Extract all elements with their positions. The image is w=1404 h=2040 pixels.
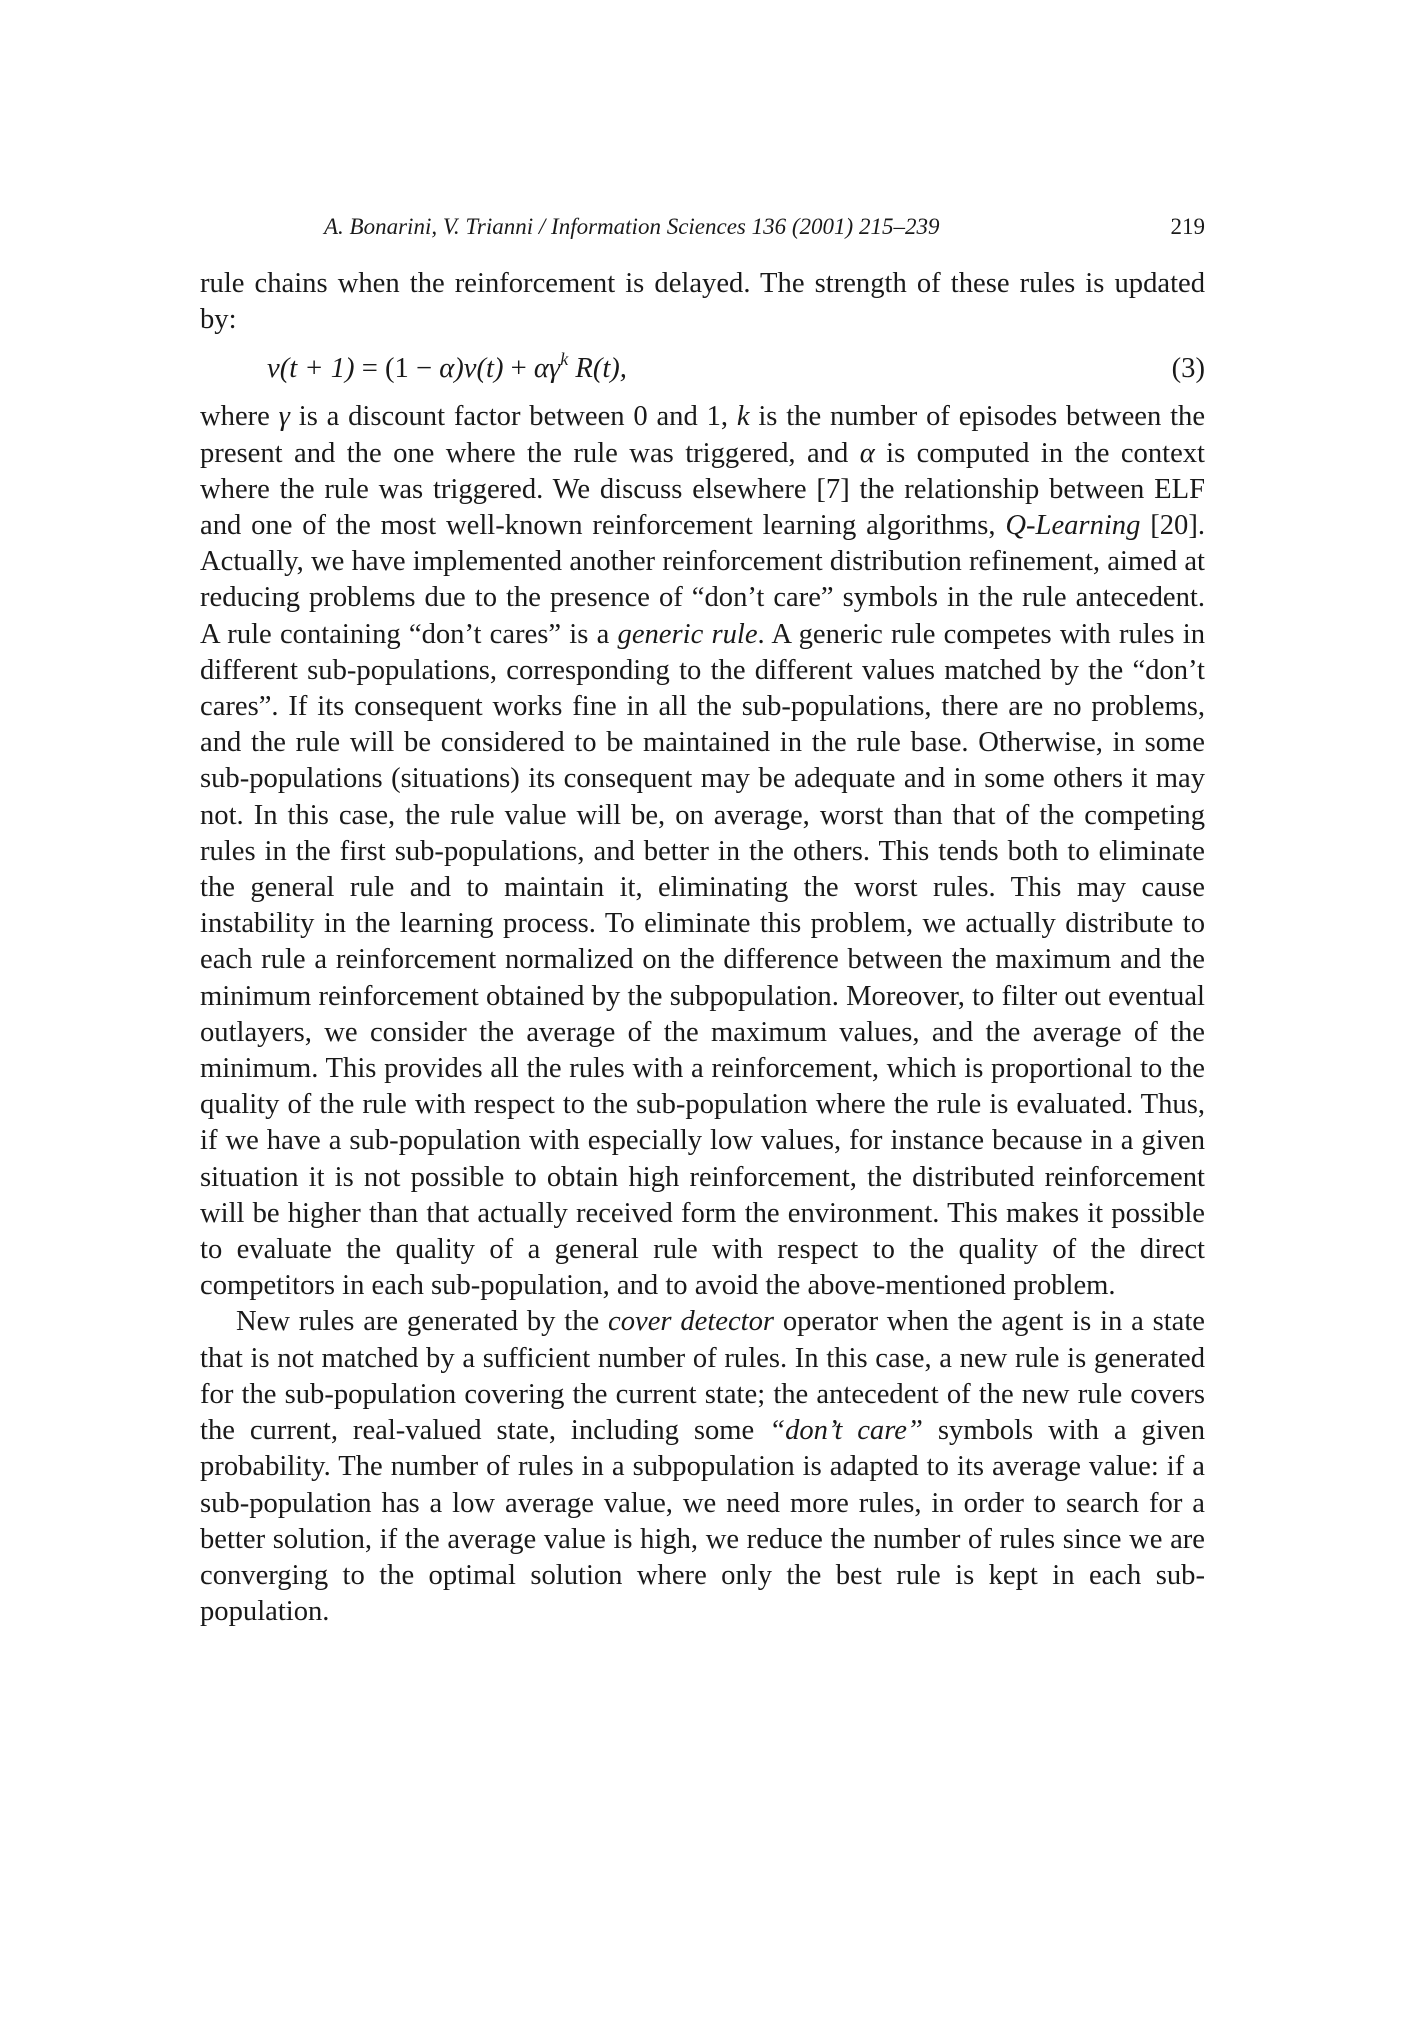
equation-equals: = xyxy=(354,353,386,385)
equation-term2-alpha-gamma: αγ xyxy=(533,353,561,385)
cover-detector-term: cover detector xyxy=(608,1306,775,1338)
paragraph-cover-detector xyxy=(200,1304,1205,1630)
page-header xyxy=(200,214,1205,250)
equation-exponent: k xyxy=(560,349,569,370)
q-learning-term: Q-Learning xyxy=(1005,510,1141,542)
paragraph-cover-seg2: operator when the agent is in a state that is not matched by a sufficient number of rules. In this case, a new rule is generated for the sub-population covering the current state; the antecedent of the new rule covers the current, real-valued state, including some xyxy=(200,1306,1205,1447)
equation-plus: + xyxy=(503,353,534,385)
paragraph-main-seg6: . A generic rule competes with rules in different sub-populations, corresponding to the different values matched by the “don’t cares”. If its consequent works fine in all the sub-populations, there are no problems, and the rule will be considered to be maintained in the rule base. Otherwise, in some sub-populations (situations) its consequent may be adequate and in some others it may not. In this case, the rule value will be, on average, worst than that of the competing rules in the first sub-populations, and better in the others. This tends both to eliminate the general rule and to maintain it, eliminating the worst rules. This may cause instability in the learning process. To eliminate this problem, we actually distribute to each rule a reinforcement normalized on the difference between the maximum and the minimum reinforcement obtained by the subpopulation. Moreover, to filter out eventual outlayers, we consider the average of the maximum values, and the average of the minimum. This provides all the rules with a reinforcement, which is proportional to the quality of the rule with respect to the sub-population where the rule is evaluated. Thus, if we have a sub-population with especially low values, for instance because in a given situation it is not possible to obtain high reinforcement, the distributed reinforcement will be higher than that actually received form the environment. This makes it possible to evaluate the quality of a general rule with respect to the quality of the direct competitors in each sub-population, and to avoid the above-mentioned problem. xyxy=(200,618,1205,1302)
paragraph-main-seg3: is the number of episodes between the present and the one where the rule was triggered, and xyxy=(200,401,1206,469)
paragraph-main xyxy=(200,399,1205,1304)
equation-body xyxy=(267,351,627,387)
running-head: A. Bonarini, V. Trianni / Information Sciences 136 (2001) 215–239 xyxy=(324,214,940,239)
paragraph-intro: rule chains when the reinforcement is delayed. The strength of these rules is updated by: xyxy=(200,268,1205,336)
equation-number: (3) xyxy=(1171,353,1205,385)
paragraph-main-seg5: [20]. Actually, we have implemented another reinforcement distribution refinement, aimed at reducing problems due to the presence of “don’t care” symbols in the rule antecedent. A rule containing “don’t cares” is a xyxy=(200,510,1206,650)
gamma-symbol: γ xyxy=(278,401,290,433)
paragraph-main-seg1: where xyxy=(200,401,279,433)
equation-term2-rest: R(t), xyxy=(568,353,627,385)
equation-term1-alpha: α xyxy=(439,353,455,385)
paragraph-main-seg4: is computed in the context where the rule was triggered. We discuss elsewhere [7] the relationship between ELF and one of the most well-known reinforcement learning algorithms, xyxy=(200,437,1205,542)
page-number: 219 xyxy=(1170,214,1205,239)
equation-3 xyxy=(200,343,1205,398)
paragraph-cover-seg1: New rules are generated by the xyxy=(236,1306,609,1338)
body-text xyxy=(200,266,1205,1630)
paragraph-main-seg2: is a discount factor between 0 and 1, xyxy=(289,401,737,433)
k-symbol: k xyxy=(736,401,750,433)
generic-rule-term: generic rule xyxy=(617,618,758,650)
alpha-symbol: α xyxy=(859,437,875,469)
dont-care-term: “don’t care” xyxy=(769,1415,923,1447)
paragraph-cover-seg3: symbols with a given probability. The number of rules in a subpopulation is adapted to its average value: if a sub-population has a low average value, we need more rules, in order to search for a better solution, if the average value is high, we reduce the number of rules since we are converging to the optimal solution where only the best rule is kept in each subpopulation. xyxy=(200,1415,1206,1628)
equation-term1-rest: )v(t) xyxy=(454,353,504,385)
equation-term1-coef: (1 − xyxy=(385,353,440,385)
equation-lhs: v(t + 1) xyxy=(267,353,355,385)
